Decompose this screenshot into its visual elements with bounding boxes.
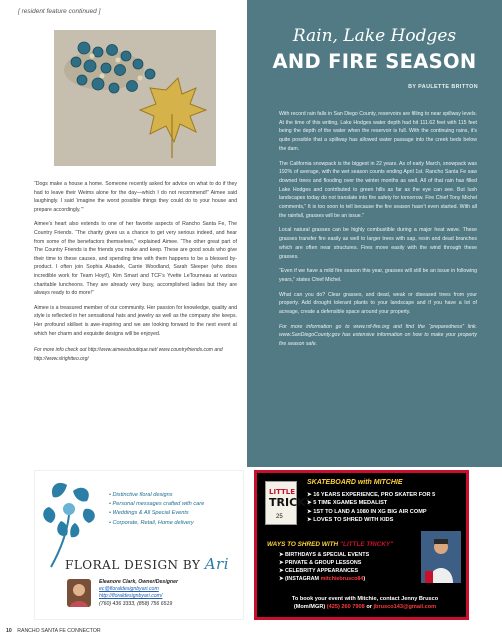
logo-top-text: LITTLE <box>269 488 296 496</box>
floral-service-item: • Weddings & All Special Events <box>109 509 204 518</box>
little-tricky-logo <box>265 481 314 525</box>
floral-design-ad <box>34 470 244 620</box>
left-paragraph: Aimee’s heart also extends to one of her favorite aspects of Rancho Santa Fe, The Country Friends. “The charity gives us a chance to get very serious indeed, and hear from some of the benefactors themselves,” explained Aimee. “The other great part of The Country Friends is the friends you make and keep. These are good souls who give their time to these causes, and spending time with them happens to be a blessed by-product. I often join Sophia Alsadek, Carrie Woodland, Sarah Sleeper (who does incredible work for Team Hoyt!), Kim Smart and TCF’s Yvette LeTourneau at various charitable luncheons. They are already very busy, accomplished ladies but they are always ready to do more!” <box>34 221 237 297</box>
skate-headline: SKATEBOARD with MITCHIE <box>307 479 403 486</box>
instagram-prefix: (INSTAGRAM <box>285 576 320 582</box>
continued-label: [ resident feature continued ] <box>18 8 101 15</box>
feature-paragraph: Local natural grasses can be highly combustible during a major heat wave. These grasses transfer fire easily as well to larger trees with sap, resin and dead branches which are often near structures. Fires move easily with the wind through these grasses. <box>279 227 477 260</box>
booking-info <box>267 595 463 611</box>
left-column-text <box>34 180 237 369</box>
floral-phones: (760) 436 3333, (858) 756 6519 <box>99 600 173 607</box>
booking-email[interactable]: jbrusco143@gmail.com <box>373 604 437 610</box>
skateboard-ad <box>254 470 469 620</box>
feature-byline: BY PAULETTE BRITTON <box>408 84 478 90</box>
logo-main-text: TRICKY <box>269 496 314 509</box>
instagram-suffix: ) <box>363 576 366 582</box>
skate-service-item: ➤ BIRTHDAYS & SPECIAL EVENTS <box>279 551 369 559</box>
feature-title-line2: AND FIRE SEASON <box>272 50 477 73</box>
floral-services-list <box>109 491 204 528</box>
feature-paragraph: With record rain falls in San Diego County, reservoirs are filling to near spillway levels. At the time of this writing, Lake Hodges water depth had hit 111.62 feet with 115 feet being the depth of the water when the reservoir is full. With the continuing rains, it’s quite possible that a spillway has allowed water passage into the creek beds below the dam. <box>279 111 477 152</box>
skate-fact-item: ➤ 1ST TO LAND A 1080 IN XG BIG AIR COMP <box>307 508 435 516</box>
booking-phone[interactable]: (425) 260 7908 <box>326 604 365 610</box>
skate-services-list <box>279 551 369 583</box>
floral-contact <box>99 579 178 608</box>
floral-brand-text: FLORAL DESIGN BY <box>65 558 201 572</box>
owner-portrait <box>67 579 91 607</box>
floral-brand-script: Ari <box>204 555 230 573</box>
floral-email-link[interactable]: ec@floraldesignbyari.com <box>99 586 159 593</box>
feature-body <box>279 110 477 355</box>
ways-name: "LITTLE TRICKY" <box>339 541 394 548</box>
left-paragraph: “Dogs make a house a home. Someone recently asked for advice on what to do if they had to leave their Weims alone for the day—which I do not recommend!” Aimee said laughingly. I said ‘imagine the worst possible things they could do to your house and prepare accordingly.’” <box>34 181 237 213</box>
page-number: 10 <box>6 628 12 634</box>
feature-paragraph: The California snowpack is the biggest in 22 years. As of early March, snowpack was 192% of average, with the wet season counts ending April 1st. Rancho Santa Fe saw downed trees and flooding over the winter months as well. All of that rain has filled Lake Hodges and contributed to green hills as far as the eye can see. But lush landscapes today do not translate into fire safety for tomorrow. Fire Chief Tony Michel comments,” It is too soon to tell because the fire season hasn’t even started. With all the rainfall, grasses will be an issue.” <box>279 160 477 219</box>
jewelry-photo <box>54 30 216 166</box>
feature-paragraph: What can you do? Clear grasses, and dead, weak or diseased trees from your property. Add drought tolerant plants to your landscape and if you have a lot of acreage, create a defensible space around your property. <box>279 291 477 316</box>
feature-paragraph: “Even if we have a mild fire season this year, grasses will still be an issue in following years,” states Chief Michel. <box>279 268 477 283</box>
ways-prefix: WAYS TO SHRED WITH <box>267 541 339 548</box>
booking-or: or <box>366 604 372 610</box>
skater-illustration <box>421 531 461 583</box>
page-footer <box>6 628 101 634</box>
owner-portrait-illustration <box>67 579 91 607</box>
logo-number: 25 <box>276 514 283 520</box>
floral-website-link[interactable]: http://floraldesignbyari.com/ <box>99 593 163 600</box>
feature-title-line1: Rain, Lake Hodges <box>292 26 457 46</box>
floral-service-item: • Corporate, Retail, Home delivery <box>109 519 204 528</box>
skater-photo <box>421 531 461 583</box>
owner-name: Eleanore Clark, Owner/Designer <box>99 579 178 585</box>
floral-service-item: • Personal messages crafted with care <box>109 500 204 509</box>
skate-fact-item: ➤ 16 YEARS EXPERIENCE, PRO SKATER FOR 5 <box>307 491 435 499</box>
skate-fact-item: ➤ LOVES TO SHRED WITH KIDS <box>307 516 435 524</box>
skate-facts-list <box>307 491 435 525</box>
feature-article <box>247 0 502 467</box>
jewelry-illustration <box>54 30 216 166</box>
instagram-line <box>279 575 369 583</box>
floral-service-item: • Distinctive floral designs <box>109 491 204 500</box>
booking-mgr: (Mom/MGR) <box>293 604 326 610</box>
booking-line: To book your event with Mitchie, contact Jenny Brusco <box>291 596 439 602</box>
ways-heading <box>267 541 393 548</box>
left-info-links[interactable]: For more info check out http://www.aimeesboutique.net/ www.countryfriends.com and http://www.slrightteo.org/ <box>34 347 223 362</box>
feature-info-links[interactable]: For more information go to www.rsf-fire.org and find the “preparedness” link. www.SanDiegoCounty.gov has extensive information on how to make your property fire season safe. <box>279 323 477 348</box>
left-paragraph: Aimee is a treasured member of our community. Her passion for knowledge, quality and style is reflected in her sensational hats and jewelry as well as the company she keeps. Her profound skillset is awe-inspiring and we are looking forward to the next event at which her charm and exquisite designs will be enjoyed. <box>34 304 237 337</box>
publication-name: RANCHO SANTA FE CONNECTOR <box>17 628 101 634</box>
skate-fact-item: ➤ 5 TIME XGAMES MEDALIST <box>307 499 435 507</box>
skate-service-item: ➤ CELEBRITY APPEARANCES <box>279 567 369 575</box>
instagram-handle[interactable]: mitchiebrusco84 <box>320 576 364 582</box>
floral-brand-logo <box>65 555 229 573</box>
skate-service-item: ➤ PRIVATE & GROUP LESSONS <box>279 559 369 567</box>
